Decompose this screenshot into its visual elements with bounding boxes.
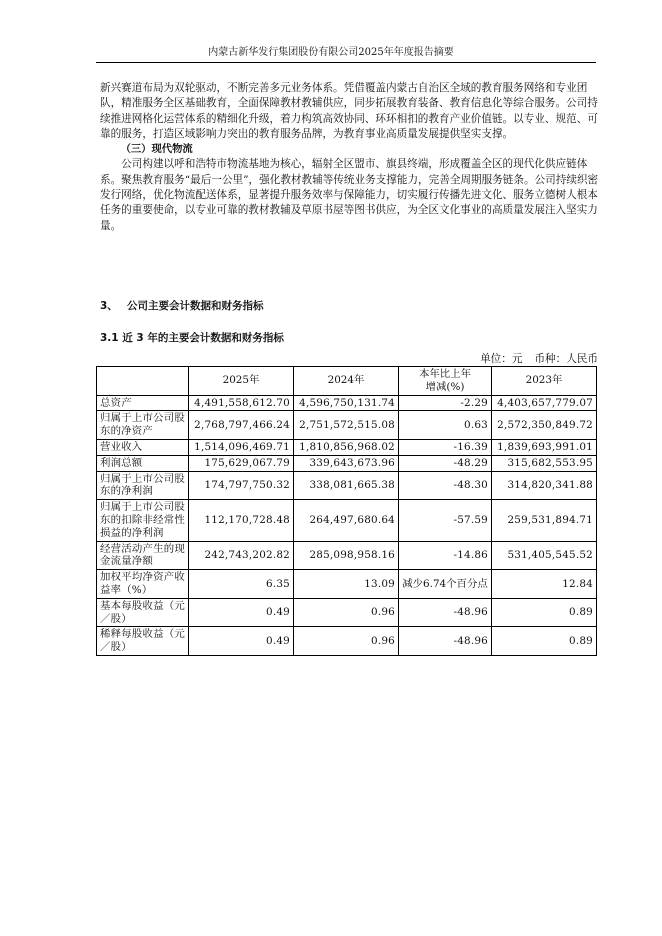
row-label: 归属于上市公司股东的扣除非经常性损益的净利润 bbox=[97, 500, 189, 541]
table-row bbox=[97, 627, 597, 656]
table-header-row bbox=[97, 367, 597, 396]
cell-2024: 264,497,680.64 bbox=[294, 500, 399, 541]
cell-2025: 242,743,202.82 bbox=[189, 541, 294, 570]
cell-2023: 12.84 bbox=[492, 570, 597, 599]
cell-2023: 259,531,894.71 bbox=[492, 500, 597, 541]
table-row bbox=[97, 598, 597, 627]
unit-label: 单位：元 bbox=[480, 353, 523, 365]
cell-change: 0.63 bbox=[399, 411, 492, 440]
cell-2024: 339,643,673.96 bbox=[294, 455, 399, 471]
table-row bbox=[97, 455, 597, 471]
cell-2023: 2,572,350,849.72 bbox=[492, 411, 597, 440]
cell-change: -48.30 bbox=[399, 471, 492, 500]
cell-change: -57.59 bbox=[399, 500, 492, 541]
row-label: 加权平均净资产收益率（%） bbox=[97, 570, 189, 599]
table-row bbox=[97, 439, 597, 455]
cell-change: -2.29 bbox=[399, 395, 492, 411]
cell-change: -14.86 bbox=[399, 541, 492, 570]
row-label: 归属于上市公司股东的净利润 bbox=[97, 471, 189, 500]
row-label: 利润总额 bbox=[97, 455, 189, 471]
header-cell-2025: 2025年 bbox=[189, 367, 294, 396]
financial-data-table bbox=[96, 366, 597, 656]
cell-2024: 285,098,958.16 bbox=[294, 541, 399, 570]
cell-2025: 112,170,728.48 bbox=[189, 500, 294, 541]
cell-2024: 0.96 bbox=[294, 627, 399, 656]
cell-2023: 0.89 bbox=[492, 627, 597, 656]
section-title: 公司主要会计数据和财务指标 bbox=[127, 300, 264, 312]
cell-2024: 4,596,750,131.74 bbox=[294, 395, 399, 411]
cell-2025: 2,768,797,466.24 bbox=[189, 411, 294, 440]
paragraph-intro: 新兴赛道布局为双轮驱动，不断完善多元业务体系。凭借覆盖内蒙古自治区全域的教育服务网络和专业团队，精准服务全区基础教育，全面保障教材教辅供应，同步拓展教育装备、教育信息化等综合服务。公司持续推进网格化运营体系的精细化升级，着力构筑高效协同、环环相扣的教育产业价值链。以专业、规范、可靠的服务，打造区域影响力突出的教育服务品牌，为教育事业高质量发展提供坚实支撑。 bbox=[100, 82, 598, 140]
header-cell-label bbox=[97, 367, 189, 396]
header-cell-change: 本年比上年 增减(%) bbox=[399, 367, 492, 396]
cell-2023: 315,682,553.95 bbox=[492, 455, 597, 471]
page-header: 内蒙古新华发行集团股份有限公司2025年年度报告摘要 bbox=[208, 47, 454, 58]
cell-2024: 1,810,856,968.02 bbox=[294, 439, 399, 455]
cell-2023: 1,839,693,991.01 bbox=[492, 439, 597, 455]
cell-2024: 2,751,572,515.08 bbox=[294, 411, 399, 440]
table-row bbox=[97, 411, 597, 440]
subheading-modern-logistics: （三）现代物流 bbox=[120, 143, 193, 156]
cell-2025: 6.35 bbox=[189, 570, 294, 599]
cell-2025: 175,629,067.79 bbox=[189, 455, 294, 471]
currency-label: 币种：人民币 bbox=[534, 353, 598, 365]
header-cell-2024: 2024年 bbox=[294, 367, 399, 396]
cell-change: -48.29 bbox=[399, 455, 492, 471]
cell-2025: 0.49 bbox=[189, 598, 294, 627]
section-heading bbox=[100, 298, 264, 313]
row-label: 营业收入 bbox=[97, 439, 189, 455]
cell-2025: 1,514,096,469.71 bbox=[189, 439, 294, 455]
row-label: 总资产 bbox=[97, 395, 189, 411]
table-row bbox=[97, 395, 597, 411]
row-label: 经营活动产生的现金流量净额 bbox=[97, 541, 189, 570]
cell-2025: 0.49 bbox=[189, 627, 294, 656]
table-row bbox=[97, 500, 597, 541]
cell-2023: 0.89 bbox=[492, 598, 597, 627]
paragraph-logistics: 公司构建以呼和浩特市物流基地为核心，辐射全区盟市、旗县终端，形成覆盖全区的现代化供应链体系。聚焦教育服务“最后一公里”，强化教材教辅等传统业务支撑能力，完善全周期服务链条。公司持续织密发行网络，优化物流配送体系，显著提升服务效率与保障能力，切实履行传播先进文化、服务立德树人根本任务的重要使命，以专业可靠的教材教辅及草原书屋等图书供应，为全区文化事业的高质量发展注入坚实力量。 bbox=[100, 158, 599, 232]
cell-2024: 338,081,665.38 bbox=[294, 471, 399, 500]
cell-2023: 314,820,341.88 bbox=[492, 471, 597, 500]
cell-2023: 531,405,545.52 bbox=[492, 541, 597, 570]
table-row bbox=[97, 541, 597, 570]
cell-2024: 0.96 bbox=[294, 598, 399, 627]
body-text bbox=[100, 81, 600, 234]
cell-2025: 174,797,750.32 bbox=[189, 471, 294, 500]
row-label: 稀释每股收益（元／股） bbox=[97, 627, 189, 656]
cell-change: -48.96 bbox=[399, 627, 492, 656]
table-row bbox=[97, 570, 597, 599]
cell-2023: 4,403,657,779.07 bbox=[492, 395, 597, 411]
cell-change: -16.39 bbox=[399, 439, 492, 455]
cell-change: 减少6.74个百分点 bbox=[399, 570, 492, 599]
header-cell-2023: 2023年 bbox=[492, 367, 597, 396]
header-divider bbox=[96, 62, 596, 63]
cell-2024: 13.09 bbox=[294, 570, 399, 599]
row-label: 基本每股收益（元／股） bbox=[97, 598, 189, 627]
cell-change: -48.96 bbox=[399, 598, 492, 627]
row-label: 归属于上市公司股东的净资产 bbox=[97, 411, 189, 440]
section-number: 3、 bbox=[100, 300, 118, 312]
unit-line bbox=[480, 351, 598, 366]
cell-2025: 4,491,558,612.70 bbox=[189, 395, 294, 411]
table-row bbox=[97, 471, 597, 500]
subsection-heading: 3.1 近 3 年的主要会计数据和财务指标 bbox=[100, 332, 284, 344]
